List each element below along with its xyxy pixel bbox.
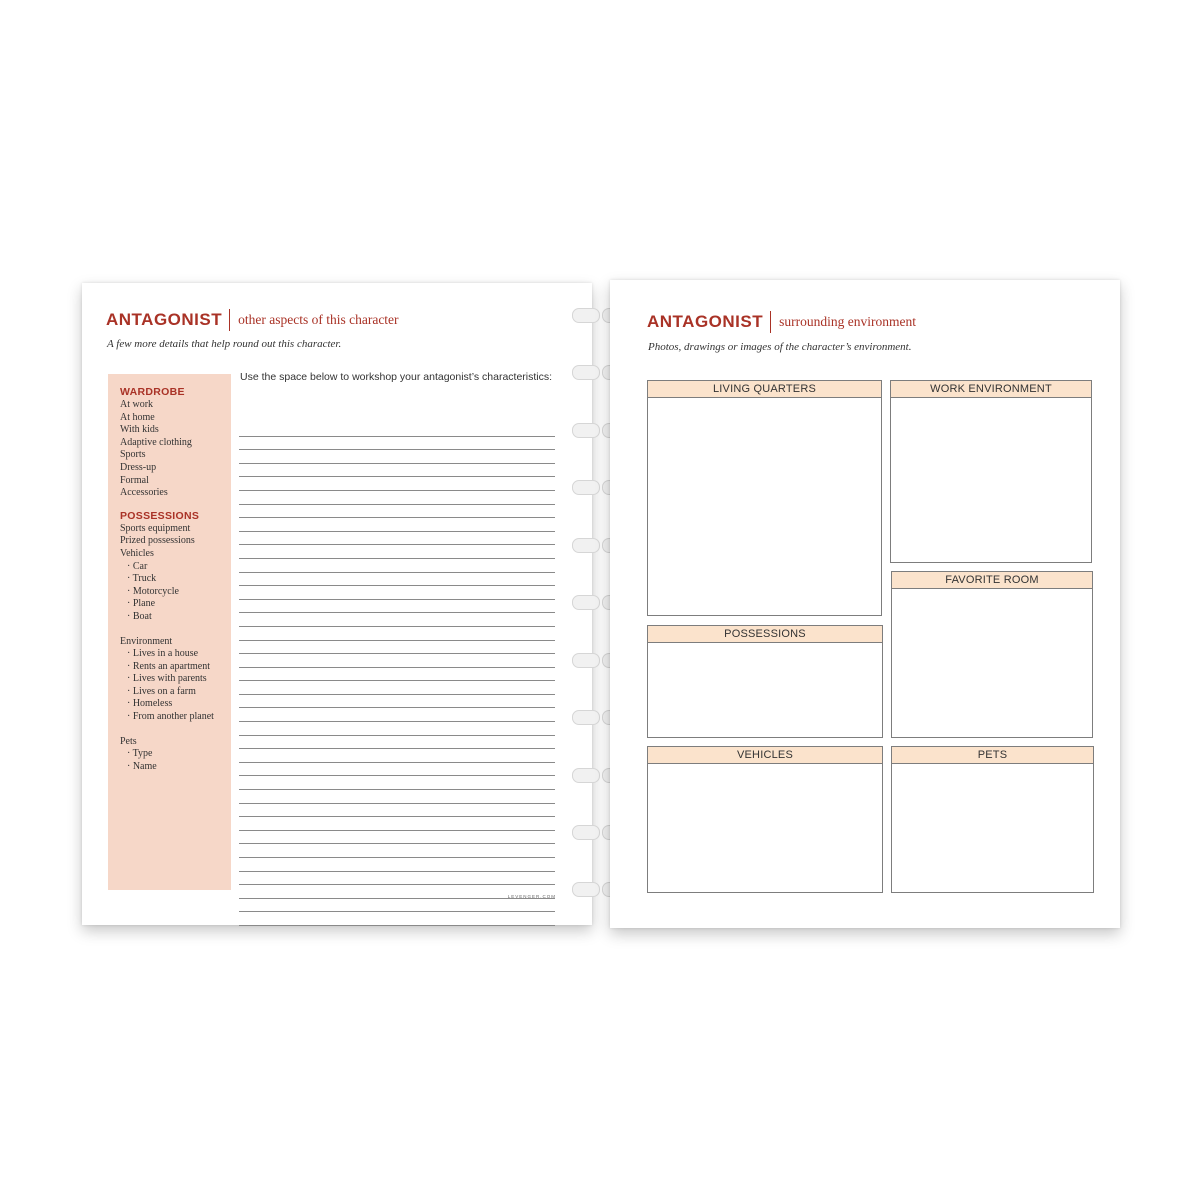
- ruled-line: [239, 654, 555, 668]
- pets-item: · Name: [127, 760, 157, 772]
- living-quarters-label: LIVING QUARTERS: [648, 381, 881, 398]
- left-page-intro: A few more details that help round out this character.: [107, 338, 342, 350]
- wardrobe-item: At home: [120, 411, 155, 423]
- binding-ring: [572, 423, 600, 438]
- ruled-line: [239, 668, 555, 682]
- binding-ring: [572, 825, 600, 840]
- ruled-line: [239, 545, 555, 559]
- ruled-line: [239, 899, 555, 913]
- ruled-line: [239, 817, 555, 831]
- wardrobe-item: Dress-up: [120, 461, 157, 473]
- work-environment-box[interactable]: [890, 380, 1092, 563]
- ruled-line: [239, 586, 555, 600]
- living-quarters-box[interactable]: [647, 380, 882, 616]
- ruled-line: [239, 763, 555, 777]
- ruled-line: [239, 573, 555, 587]
- wardrobe-heading: WARDROBE: [120, 386, 185, 398]
- possessions-item: Vehicles: [120, 547, 154, 559]
- footer-brand: LEVENGER.COM: [507, 894, 556, 899]
- environment-item: · Homeless: [127, 698, 173, 710]
- ruled-line: [239, 559, 555, 573]
- pets-box[interactable]: [891, 746, 1094, 893]
- ruled-line: [239, 831, 555, 845]
- right-page: [610, 280, 1120, 928]
- binding-ring: [572, 595, 600, 610]
- ruled-line: [239, 695, 555, 709]
- possessions-label: POSSESSIONS: [648, 626, 882, 643]
- ruled-line: [239, 641, 555, 655]
- wardrobe-item: Formal: [120, 474, 149, 486]
- ruled-line: [239, 872, 555, 886]
- favorite-room-label: FAVORITE ROOM: [892, 572, 1092, 589]
- wardrobe-item: Adaptive clothing: [120, 436, 192, 448]
- left-page-title: ANTAGONIST: [106, 309, 230, 331]
- pets-item: · Type: [127, 748, 153, 760]
- ruled-line: [239, 491, 555, 505]
- ruled-line: [239, 532, 555, 546]
- ruled-line: [239, 858, 555, 872]
- ruled-line: [239, 681, 555, 695]
- right-page-heading: [647, 311, 916, 333]
- ruled-line: [239, 790, 555, 804]
- ruled-line: [239, 844, 555, 858]
- ruled-line: [239, 423, 555, 437]
- ruled-line: [239, 804, 555, 818]
- binding-ring: [572, 308, 600, 323]
- ruled-line: [239, 505, 555, 519]
- ruled-line: [239, 613, 555, 627]
- vehicle-type-item: · Plane: [127, 598, 156, 610]
- favorite-room-box[interactable]: [891, 571, 1093, 738]
- ruled-line: [239, 776, 555, 790]
- ruled-line: [239, 464, 555, 478]
- workshop-prompt: Use the space below to workshop your antagonist’s characteristics:: [240, 371, 553, 383]
- binding-ring: [572, 768, 600, 783]
- right-page-subtitle: surrounding environment: [779, 314, 916, 329]
- right-page-intro: Photos, drawings or images of the character’s environment.: [648, 341, 912, 353]
- binding-ring: [572, 365, 600, 380]
- wardrobe-item: At work: [120, 399, 154, 410]
- environment-heading: Environment: [120, 635, 173, 647]
- writing-lines[interactable]: [239, 423, 555, 926]
- possessions-item: Prized possessions: [120, 535, 195, 547]
- possessions-box[interactable]: [647, 625, 883, 738]
- left-page: [82, 283, 592, 925]
- pets-label: PETS: [892, 747, 1093, 764]
- ruled-line: [239, 477, 555, 491]
- environment-item: · Rents an apartment: [127, 660, 211, 672]
- ruled-line: [239, 518, 555, 532]
- environment-item: · Lives in a house: [127, 648, 199, 660]
- character-details-sidebar: [108, 374, 231, 890]
- wardrobe-item: With kids: [120, 424, 159, 436]
- binding-ring: [572, 653, 600, 668]
- vehicles-box[interactable]: [647, 746, 883, 893]
- vehicle-type-item: · Car: [127, 560, 148, 572]
- ruled-line: [239, 437, 555, 451]
- ruled-line: [239, 600, 555, 614]
- right-page-title: ANTAGONIST: [647, 311, 771, 333]
- environment-item: · From another planet: [127, 711, 214, 723]
- vehicle-type-item: · Truck: [127, 573, 157, 585]
- binding-ring: [572, 480, 600, 495]
- pets-heading: Pets: [120, 735, 137, 747]
- ruled-line: [239, 912, 555, 926]
- ruled-line: [239, 450, 555, 464]
- possessions-heading: POSSESSIONS: [120, 509, 200, 522]
- vehicle-type-item: · Motorcycle: [127, 585, 179, 597]
- ruled-line: [239, 708, 555, 722]
- ruled-line: [239, 627, 555, 641]
- ruled-line: [239, 749, 555, 763]
- binding-ring: [572, 882, 600, 897]
- binding-ring: [572, 710, 600, 725]
- vehicles-label: VEHICLES: [648, 747, 882, 764]
- ruled-line: [239, 736, 555, 750]
- environment-item: · Lives on a farm: [127, 685, 196, 697]
- binding-ring: [572, 538, 600, 553]
- wardrobe-item: Accessories: [120, 487, 168, 499]
- ruled-line: [239, 722, 555, 736]
- left-page-subtitle: other aspects of this character: [238, 312, 399, 327]
- left-page-heading: [106, 309, 399, 331]
- work-environment-label: WORK ENVIRONMENT: [891, 381, 1091, 398]
- environment-item: · Lives with parents: [127, 673, 207, 685]
- wardrobe-item: Sports: [120, 449, 146, 461]
- vehicle-type-item: · Boat: [127, 610, 152, 622]
- possessions-item: Sports equipment: [120, 522, 191, 534]
